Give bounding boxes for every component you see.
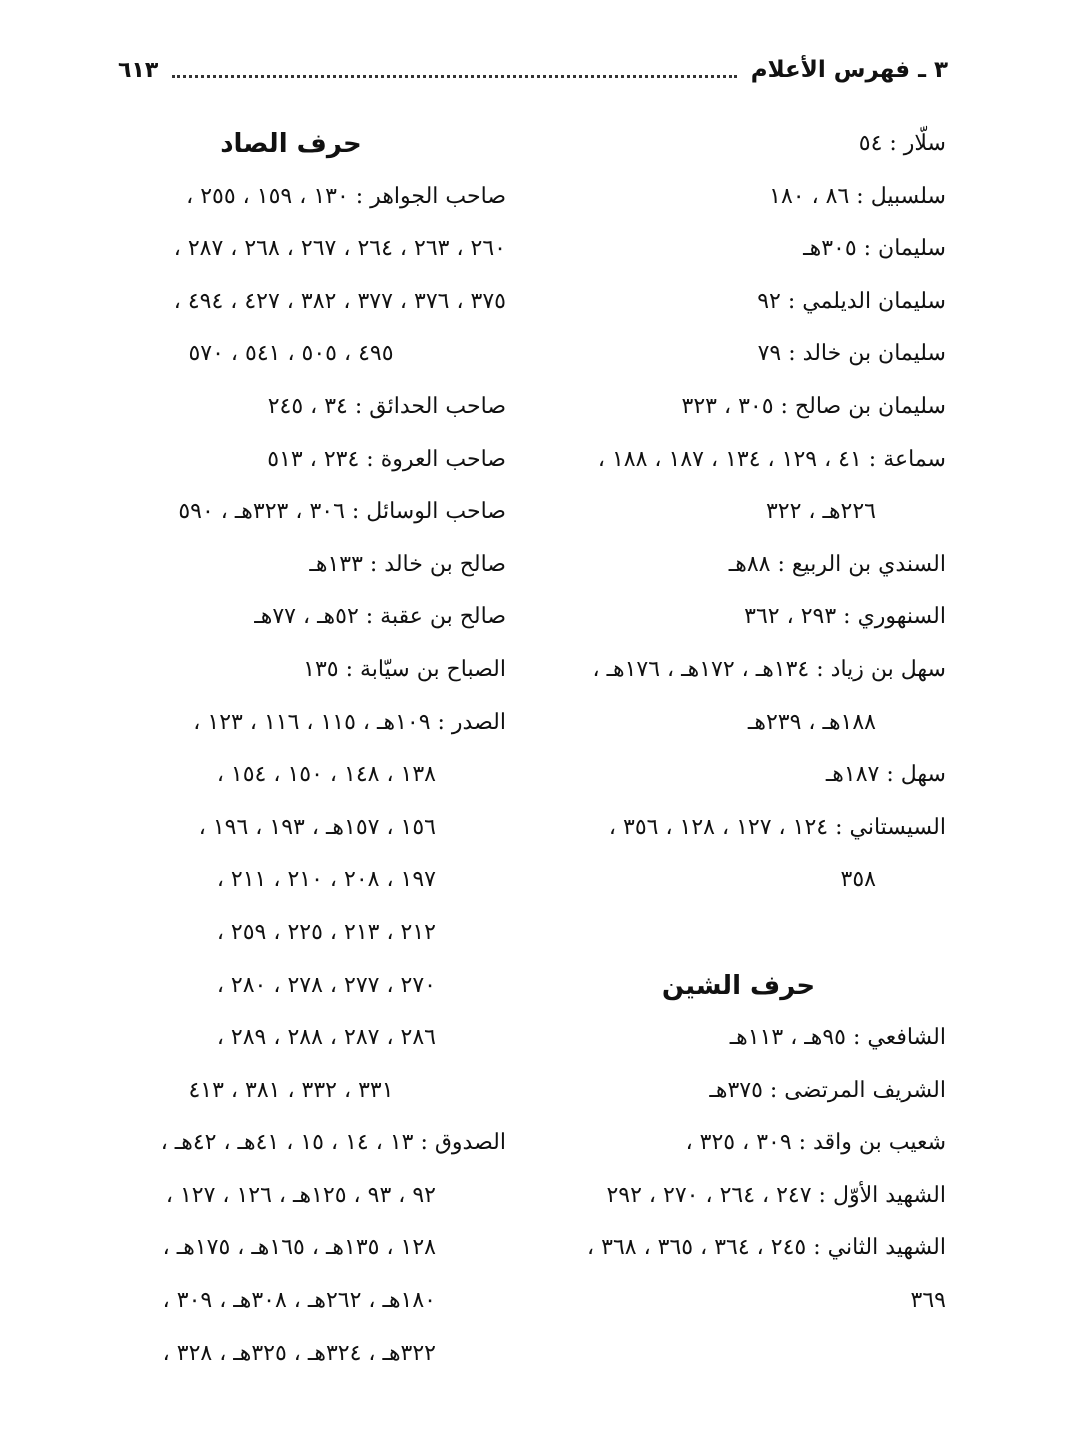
index-entry-continuation: ٣٧٥ ، ٣٧٦ ، ٣٧٧ ، ٣٨٢ ، ٤٢٧ ، ٤٩٤ ، [173, 288, 506, 314]
index-entry: صاحب العروة : ٢٣٤ ، ٥١٣ [267, 446, 506, 472]
index-entry: سليمان بن خالد : ٧٩ [757, 341, 946, 367]
index-entry: صاحب الوسائل : ٣٠٦ ، ٣٢٣هـ ، ٥٩٠ [178, 499, 506, 525]
index-entry: الصباح بن سيّابة : ١٣٥ [303, 656, 506, 682]
index-entry-continuation: ٣٦٩ [910, 1288, 946, 1314]
index-entry-continuation: ٢٧٠ ، ٢٧٧ ، ٢٧٨ ، ٢٨٠ ، [216, 972, 436, 998]
index-entry: سلّار : ٥٤ [858, 131, 946, 156]
index-entry-continuation: ١٣٨ ، ١٤٨ ، ١٥٠ ، ١٥٤ ، [216, 762, 436, 788]
index-entry: الشافعي : ٩٥هـ ، ١١٣هـ [729, 1025, 946, 1051]
index-entry-continuation: ١٢٨ ، ١٣٥هـ ، ١٦٥هـ ، ١٧٥هـ ، [162, 1235, 436, 1261]
index-entry: الصدر : ١٠٩هـ ، ١١٥ ، ١١٦ ، ١٢٣ ، [193, 709, 506, 735]
page-number: ٦١٣ [118, 57, 159, 83]
index-entry: سليمان : ٣٠٥هـ [803, 236, 946, 262]
index-entry: صالح بن خالد : ١٣٣هـ [309, 551, 506, 577]
index-entry-continuation: ٣٢٢هـ ، ٣٢٤هـ ، ٣٢٥هـ ، ٣٢٨ ، [162, 1340, 436, 1366]
index-entry: سهل : ١٨٧هـ [825, 762, 946, 788]
index-entry: الشهيد الثاني : ٢٤٥ ، ٣٦٤ ، ٣٦٥ ، ٣٦٨ ، [587, 1235, 946, 1261]
index-entry: السندي بن الربيع : ٨٨هـ [728, 551, 946, 577]
index-entry: السنهوري : ٢٩٣ ، ٣٦٢ [744, 604, 946, 630]
index-entry-continuation: ٩٢ ، ٩٣ ، ١٢٥هـ ، ١٢٦ ، ١٢٧ ، [165, 1182, 436, 1208]
index-entry-continuation: ٢٨٦ ، ٢٨٧ ، ٢٨٨ ، ٢٨٩ ، [216, 1025, 436, 1051]
header-title: ٣ ـ فهرس الأعلام [750, 57, 948, 83]
section-heading-sheen: حرف الشين [661, 970, 816, 1001]
running-header [118, 50, 948, 90]
index-entry-continuation: ١٨٨هـ ، ٢٣٩هـ [747, 709, 876, 735]
index-entry: سماعة : ٤١ ، ١٢٩ ، ١٣٤ ، ١٨٧ ، ١٨٨ ، [597, 446, 946, 472]
index-entry-continuation: ١٨٠هـ ، ٢٦٢هـ ، ٣٠٨هـ ، ٣٠٩ ، [162, 1288, 436, 1314]
section-heading-saad: حرف الصاد [220, 129, 362, 159]
index-entry: الصدوق : ١٣ ، ١٤ ، ١٥ ، ٤١هـ ، ٤٢هـ ، [160, 1130, 506, 1156]
index-entry-continuation: ٣٣١ ، ٣٣٢ ، ٣٨١ ، ٤١٣ [188, 1077, 394, 1103]
index-entry-continuation: ٢٢٦هـ ، ٣٢٢ [765, 499, 876, 525]
index-entry: الشهيد الأوّل : ٢٤٧ ، ٢٦٤ ، ٢٧٠ ، ٢٩٢ [606, 1182, 946, 1208]
index-column-left [76, 118, 506, 1380]
index-entry: سهل بن زياد : ١٣٤هـ ، ١٧٢هـ ، ١٧٦هـ ، [592, 656, 946, 682]
index-entry: شعيب بن واقد : ٣٠٩ ، ٣٢٥ ، [685, 1130, 946, 1156]
index-entry-continuation: ٢٦٠ ، ٢٦٣ ، ٢٦٤ ، ٢٦٧ ، ٢٦٨ ، ٢٨٧ ، [173, 236, 506, 262]
header-dot-leader [172, 75, 736, 78]
index-entry-continuation: ١٩٧ ، ٢٠٨ ، ٢١٠ ، ٢١١ ، [216, 867, 436, 893]
index-entry: صاحب الجواهر : ١٣٠ ، ١٥٩ ، ٢٥٥ ، [186, 183, 506, 209]
index-entry-continuation: ١٥٦ ، ١٥٧هـ ، ١٩٣ ، ١٩٦ ، [198, 814, 436, 840]
index-entry: سلسبيل : ٨٦ ، ١٨٠ [769, 183, 946, 209]
index-column-right [531, 118, 946, 1328]
index-entry-continuation: ٢١٢ ، ٢١٣ ، ٢٢٥ ، ٢٥٩ ، [216, 919, 436, 945]
index-entry: الشريف المرتضى : ٣٧٥هـ [709, 1077, 946, 1103]
index-entry-continuation: ٣٥٨ [840, 867, 876, 893]
index-entry: سليمان بن صالح : ٣٠٥ ، ٣٢٣ [681, 393, 946, 419]
index-entry: سليمان الديلمي : ٩٢ [757, 288, 946, 314]
section-spacer [531, 907, 946, 960]
index-entry: صالح بن عقبة : ٥٢هـ ، ٧٧هـ [254, 604, 506, 630]
index-entry-continuation: ٤٩٥ ، ٥٠٥ ، ٥٤١ ، ٥٧٠ [188, 341, 394, 367]
index-entry: السيستاني : ١٢٤ ، ١٢٧ ، ١٢٨ ، ٣٥٦ ، [608, 814, 946, 840]
index-entry: صاحب الحدائق : ٣٤ ، ٢٤٥ [267, 393, 506, 419]
